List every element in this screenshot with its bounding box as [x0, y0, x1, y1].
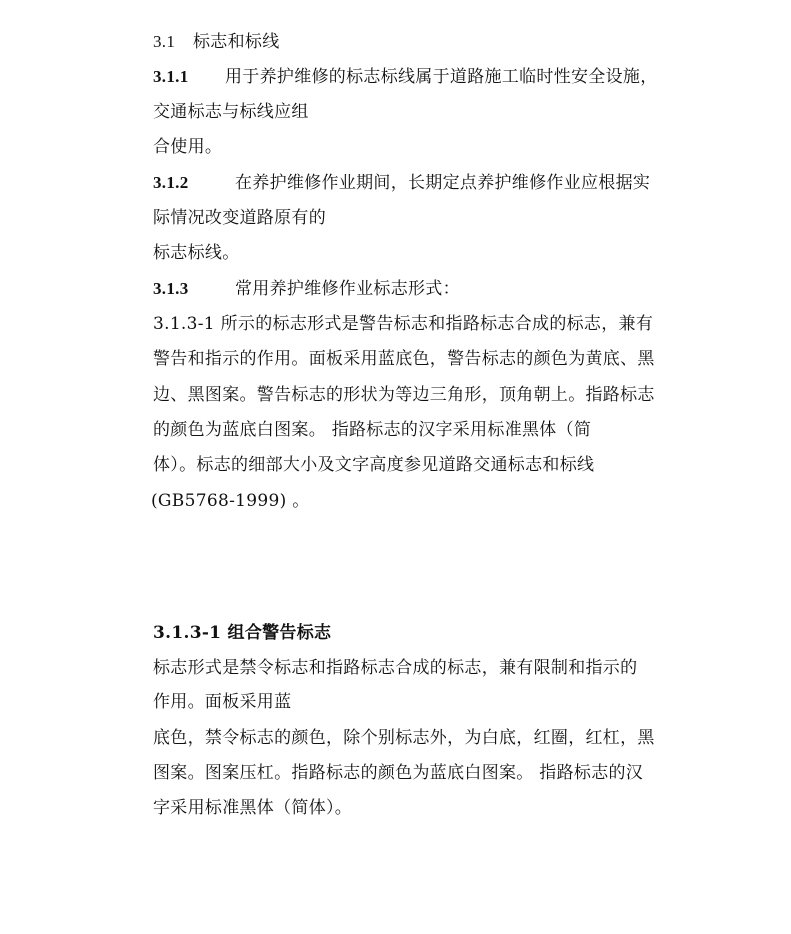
clause-3-1-2-line-1 [153, 171, 650, 195]
body-line-2: 警告和指示的作用。面板采用蓝底色，警告标志的颜色为黄底、黑 [153, 349, 655, 369]
clause-3-1-1-line-2: 交通标志与标线应组 [153, 102, 309, 122]
clause-3-1-1-text: 用于养护维修的标志标线属于道路施工临时性安全设施， [225, 67, 658, 87]
body-line-1: 3.1.3-1 所示的标志形式是警告标志和指路标志合成的标志，兼有 [153, 314, 654, 334]
subsection-line-4: 图案。图案压杠。指路标志的颜色为蓝底白图案。 指路标志的汉 [153, 763, 644, 783]
clause-3-1-1-line-1 [153, 65, 658, 89]
clause-3-1-2-line-3: 标志标线。 [153, 243, 240, 263]
section-number: 3.1 [153, 32, 176, 51]
clause-3-1-2-number: 3.1.2 [153, 173, 189, 192]
clause-3-1-3-text: 常用养护维修作业标志形式： [235, 279, 460, 299]
body-line-6: (GB5768-1999) 。 [151, 491, 310, 511]
clause-3-1-1-number: 3.1.1 [153, 67, 189, 86]
subsection-line-2: 作用。面板采用蓝 [153, 692, 292, 712]
subsection-heading: 3.1.3-1 组合警告标志 [153, 623, 332, 643]
subsection-line-3: 底色，禁令标志的颜色，除个别标志外，为白底，红圈，红杠，黑 [153, 728, 655, 748]
body-line-5: 体）。标志的细部大小及文字高度参见道路交通标志和标线 [153, 455, 595, 475]
clause-3-1-3-line-1 [153, 277, 460, 301]
clause-3-1-3-number: 3.1.3 [153, 279, 189, 298]
body-line-3: 边、黑图案。警告标志的形状为等边三角形，顶角朝上。指路标志 [153, 385, 655, 405]
clause-3-1-1-line-3: 合使用。 [153, 137, 223, 157]
clause-3-1-2-text: 在养护维修作业期间，长期定点养护维修作业应根据实 [235, 173, 651, 193]
subsection-line-5: 字采用标准黑体（简体）。 [153, 798, 353, 818]
body-line-4: 的颜色为蓝底白图案。 指路标志的汉字采用标准黑体（简 [153, 420, 592, 440]
subsection-line-1: 标志形式是禁令标志和指路标志合成的标志，兼有限制和指示的 [153, 658, 638, 678]
section-title: 标志和标线 [193, 32, 280, 52]
section-heading [153, 30, 280, 54]
clause-3-1-2-line-2: 际情况改变道路原有的 [153, 208, 326, 228]
